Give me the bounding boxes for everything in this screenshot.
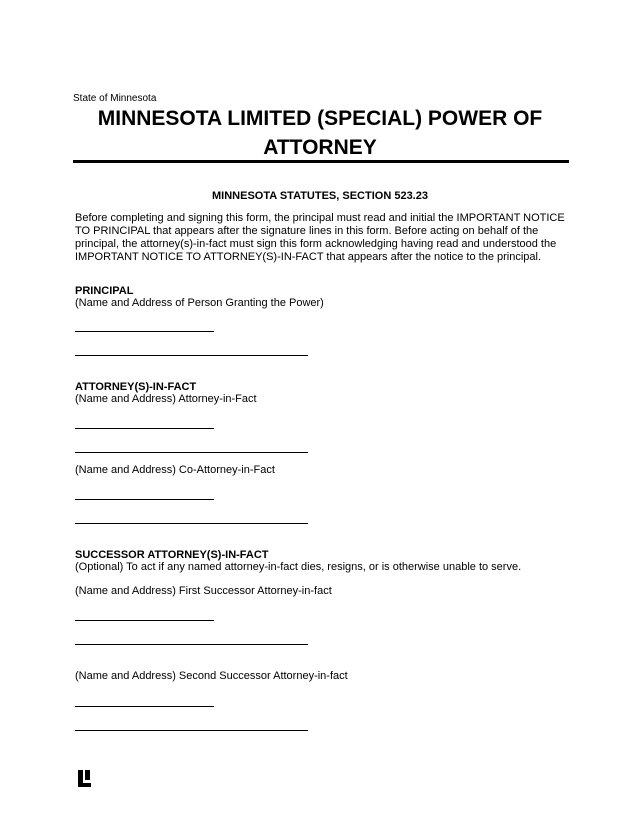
document-title: MINNESOTA LIMITED (SPECIAL) POWER OF ATTORNEY bbox=[97, 107, 543, 159]
document-logo-icon bbox=[77, 769, 95, 789]
attorney-address-line[interactable] bbox=[75, 452, 308, 453]
successors-note: (Optional) To act if any named attorney-in-fact dies, resigns, or is otherwise unable to serve. bbox=[75, 561, 522, 573]
principal-name-line[interactable] bbox=[75, 331, 214, 332]
co-attorney-address-line[interactable] bbox=[75, 523, 308, 524]
co-attorney-name-line[interactable] bbox=[75, 499, 214, 500]
second-successor-label: (Name and Address) Second Successor Attorney-in-fact bbox=[75, 670, 348, 682]
second-successor-address-line[interactable] bbox=[75, 730, 308, 731]
principal-heading: PRINCIPAL bbox=[75, 285, 134, 297]
principal-note: (Name and Address of Person Granting the Power) bbox=[75, 297, 324, 309]
successors-heading: SUCCESSOR ATTORNEY(S)-IN-FACT bbox=[75, 549, 269, 561]
first-successor-name-line[interactable] bbox=[75, 620, 214, 621]
co-attorney-label: (Name and Address) Co-Attorney-in-Fact bbox=[75, 464, 275, 476]
first-successor-label: (Name and Address) First Successor Attorney-in-fact bbox=[75, 585, 332, 597]
intro-paragraph: Before completing and signing this form, the principal must read and initial the IMPORTANT NOTICE TO PRINCIPAL that appears after the signature lines in this form. Before acting on behalf of the principal, the attorney(s)-in-fact must sign this form acknowledging having read and understood the IMPORTANT NOTICE TO ATTORNEY(S)-IN-FACT that appears after the notice to the principal. bbox=[75, 212, 565, 263]
state-label: State of Minnesota bbox=[73, 93, 157, 104]
principal-address-line[interactable] bbox=[75, 355, 308, 356]
attorney-name-line[interactable] bbox=[75, 428, 214, 429]
attorneys-heading: ATTORNEY(S)-IN-FACT bbox=[75, 381, 197, 393]
statute-subtitle: MINNESOTA STATUTES, SECTION 523.23 bbox=[212, 190, 428, 202]
title-divider bbox=[73, 160, 569, 163]
second-successor-name-line[interactable] bbox=[75, 706, 214, 707]
attorney-label: (Name and Address) Attorney-in-Fact bbox=[75, 393, 257, 405]
first-successor-address-line[interactable] bbox=[75, 644, 308, 645]
